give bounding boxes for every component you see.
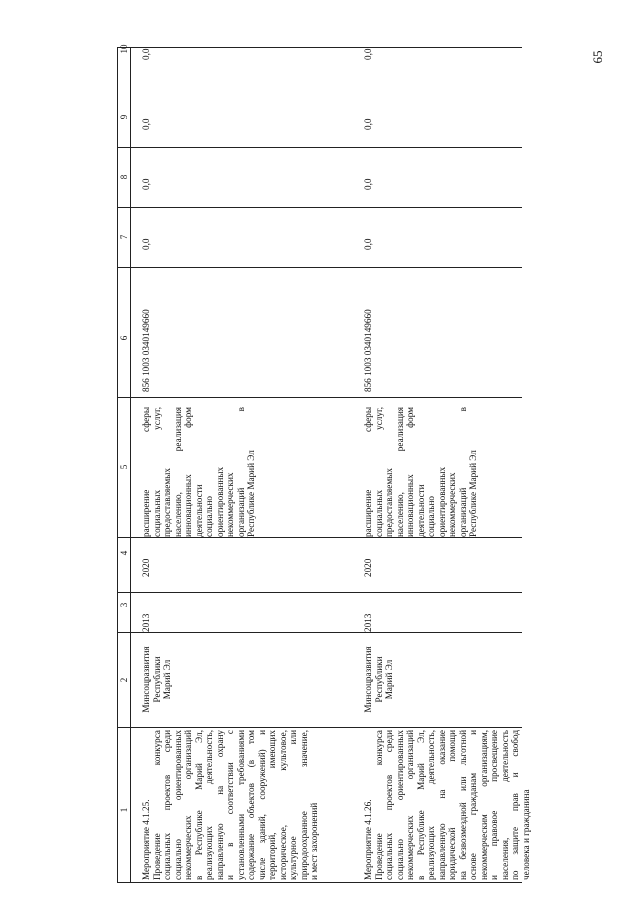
column-number: 10: [119, 44, 129, 54]
executor: Минсоцразвития Республики Марий Эл: [141, 646, 172, 713]
start-year: 2013: [141, 613, 151, 632]
value-col-9: 0,0: [141, 118, 151, 130]
page-number: 65: [590, 50, 605, 64]
table-rule: [117, 592, 522, 593]
column-number: 2: [119, 677, 129, 683]
budget-code: 856 1003 0340149660: [141, 309, 151, 392]
table-rule: [117, 537, 522, 538]
expected-result: расширение сферы социальных услуг, предоставляемых населению, реализация инновационных форм деятельности социально ориентированных некоммерческих организаций в Республике Марий Эл: [363, 407, 478, 537]
table-rule: [117, 147, 522, 148]
expected-result: расширение сферы социальных услуг, предоставляемых населению, реализация инновационных форм деятельности социально ориентированных некоммерческих организаций в Республике Марий Эл: [141, 407, 256, 537]
table-rule: [117, 47, 118, 882]
table-rule: [117, 267, 522, 268]
table-rule: [117, 397, 522, 398]
column-number: 5: [119, 464, 129, 470]
table-rule: [117, 882, 522, 883]
value-col-10: 0,0: [363, 48, 373, 60]
column-number: 6: [119, 335, 129, 341]
measure-description: Мероприятие 4.1.26. Проведение конкурса социальных проектов среди социально ориентированных некоммерческих организаций в Республике Марий Эл, реализующих деятельность, направленную на оказание юридической помощи на безвозмездной или льготной основе гражданам и некоммерческим организациям, и правовое просвещение населения, деятельность по защите прав и свобод человека и гражданина: [363, 730, 531, 880]
value-col-7: 0,0: [363, 238, 373, 250]
table-rule: [117, 632, 522, 633]
value-col-8: 0,0: [141, 178, 151, 190]
table-rule: [117, 207, 522, 208]
column-number: 9: [119, 114, 129, 120]
column-number: 3: [119, 602, 129, 608]
value-col-10: 0,0: [141, 48, 151, 60]
value-col-7: 0,0: [141, 238, 151, 250]
executor: Минсоцразвития Республики Марий Эл: [363, 646, 394, 713]
column-number: 7: [119, 234, 129, 240]
table-rule: [117, 47, 522, 48]
start-year: 2013: [363, 613, 373, 632]
column-number: 1: [119, 807, 129, 813]
table-rule: [130, 47, 131, 882]
measure-description: Мероприятие 4.1.25. Проведение конкурса социальных проектов среди социально ориентированных некоммерческих организаций в Республике Марий Эл, реализующих деятельность, направленную на охрану и в соответствии с установленными требованиями содержание объектов (в том числе зданий, сооружений) и территорий, имеющих историческое, культовое, культурное или природоохранное значение, и мест захоронений: [141, 730, 319, 880]
value-col-8: 0,0: [363, 178, 373, 190]
table-rule: [117, 727, 522, 728]
value-col-9: 0,0: [363, 118, 373, 130]
column-number: 4: [119, 550, 129, 556]
end-year: 2020: [363, 558, 373, 577]
budget-code: 856 1003 0340149660: [363, 309, 373, 392]
column-number: 8: [119, 174, 129, 180]
end-year: 2020: [141, 558, 151, 577]
